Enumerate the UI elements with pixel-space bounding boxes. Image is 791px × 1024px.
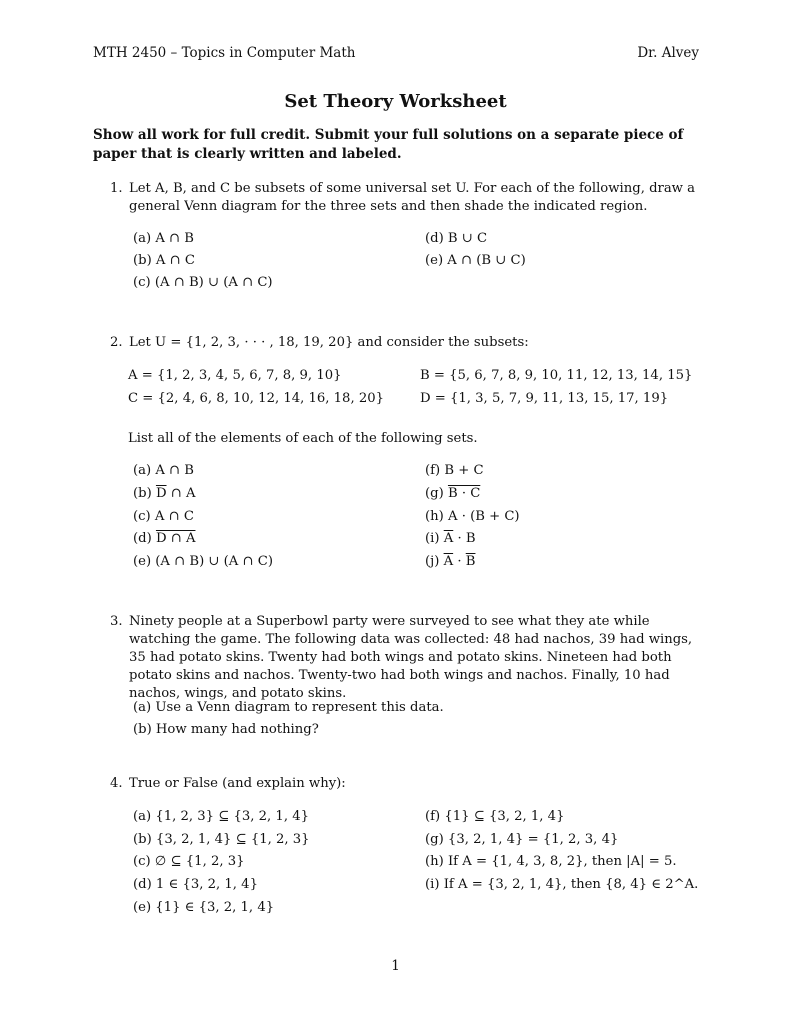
q1-part-c: (c) (A ∩ B) ∪ (A ∩ C) (133, 275, 273, 290)
q4-part-g: (g) {3, 2, 1, 4} = {1, 2, 3, 4} (425, 832, 619, 847)
course-header: MTH 2450 – Topics in Computer Math (93, 45, 356, 61)
q2-part-d (133, 531, 195, 546)
q4-part-f: (f) {1} ⊆ {3, 2, 1, 4} (425, 809, 565, 824)
q4-part-i: (i) If A = {3, 2, 1, 4}, then {8, 4} ∈ 2^A. (425, 877, 699, 892)
q4-part-h: (h) If A = {1, 4, 3, 8, 2}, then |A| = 5. (425, 854, 677, 869)
page-number: 1 (391, 958, 400, 974)
q2-part-j-dot: · (457, 554, 462, 569)
q1-part-a: (a) A ∩ B (133, 231, 194, 246)
q2-part-j-complement-a: $\overline{A}$ (443, 554, 454, 569)
q4-part-a: (a) {1, 2, 3} ⊆ {3, 2, 1, 4} (133, 809, 309, 824)
q4-part-c: (c) ∅ ⊆ {1, 2, 3} (133, 854, 245, 869)
q2-number: 2. (110, 335, 123, 350)
q2-part-e: (e) (A ∩ B) ∪ (A ∩ C) (133, 554, 273, 569)
instructor-name: Dr. Alvey (637, 45, 699, 61)
q2-part-a: (a) A ∩ B (133, 463, 194, 478)
q4-number: 4. (110, 776, 123, 791)
q2-text: Let U = {1, 2, 3, · · · , 18, 19, 20} and consider the subsets: (129, 335, 529, 350)
q2-part-i-label: (i) (425, 531, 440, 546)
q1-part-b: (b) A ∩ C (133, 253, 195, 268)
q2-part-i (425, 531, 476, 546)
q2-set-d: D = {1, 3, 5, 7, 9, 11, 13, 15, 17, 19} (420, 391, 669, 406)
q3-text: Ninety people at a Superbowl party were surveyed to see what they ate while watching the game. The following data was collected: 48 had nachos, 39 had wings, 35 had potato skins. Twenty had both wings and potato skins. Nineteen had both potato skins and nachos. Twenty-two had both wings and nachos. Finally, 10 had nachos, wings, and potato skins. (129, 614, 693, 701)
q2-part-b (133, 486, 195, 501)
q4-text: True or False (and explain why): (129, 776, 346, 791)
q2-part-g-label: (g) (425, 486, 444, 501)
q2-part-g-complement: B · C (447, 486, 481, 501)
q2-part-h: (h) A · (B + C) (425, 509, 520, 524)
q2-set-c: C = {2, 4, 6, 8, 10, 12, 14, 16, 18, 20} (128, 391, 385, 406)
q2-part-c: (c) A ∩ C (133, 509, 194, 524)
q2-part-g (425, 486, 480, 501)
q2-part-j-label: (j) (425, 554, 440, 569)
q2-part-j-complement-b: $\overline{B}$ (465, 554, 476, 569)
q2-part-j (425, 554, 475, 569)
q1-text: Let A, B, and C be subsets of some universal set U. For each of the following, draw a general Venn diagram for the three sets and then shade the indicated region. (129, 181, 696, 214)
q2-part-b-rest: ∩ A (170, 486, 196, 501)
q4-part-e: (e) {1} ∈ {3, 2, 1, 4} (133, 900, 275, 915)
q2-part-i-complement: $\overline{A}$ (443, 531, 454, 546)
q2-part-i-rest: · B (457, 531, 476, 546)
q3-part-b: (b) How many had nothing? (133, 722, 319, 737)
q2-part-f: (f) B + C (425, 463, 484, 478)
q1-number: 1. (110, 181, 123, 196)
q2-part-d-label: (d) (133, 531, 152, 546)
q2-part-b-label: (b) (133, 486, 152, 501)
q1-part-e: (e) A ∩ (B ∪ C) (425, 253, 526, 268)
q4-part-b: (b) {3, 2, 1, 4} ⊆ {1, 2, 3} (133, 832, 310, 847)
q2-part-b-complement: $\overline{D}$ (155, 486, 167, 501)
q2-part-d-complement: D ∩ A (155, 531, 196, 546)
q3-part-a: (a) Use a Venn diagram to represent this data. (133, 700, 444, 715)
q2-set-b: B = {5, 6, 7, 8, 9, 10, 11, 12, 13, 14, 15} (420, 368, 693, 383)
q3-number: 3. (110, 614, 123, 629)
q4-part-d: (d) 1 ∈ {3, 2, 1, 4} (133, 877, 258, 892)
q2-set-a: A = {1, 2, 3, 4, 5, 6, 7, 8, 9, 10} (128, 368, 342, 383)
page-title: Set Theory Worksheet (284, 91, 507, 112)
instructions: Show all work for full credit. Submit your full solutions on a separate piece of paper that is clearly written and labeled. (93, 127, 684, 162)
q1-part-d: (d) B ∪ C (425, 231, 488, 246)
q2-list-text: List all of the elements of each of the following sets. (128, 431, 478, 446)
